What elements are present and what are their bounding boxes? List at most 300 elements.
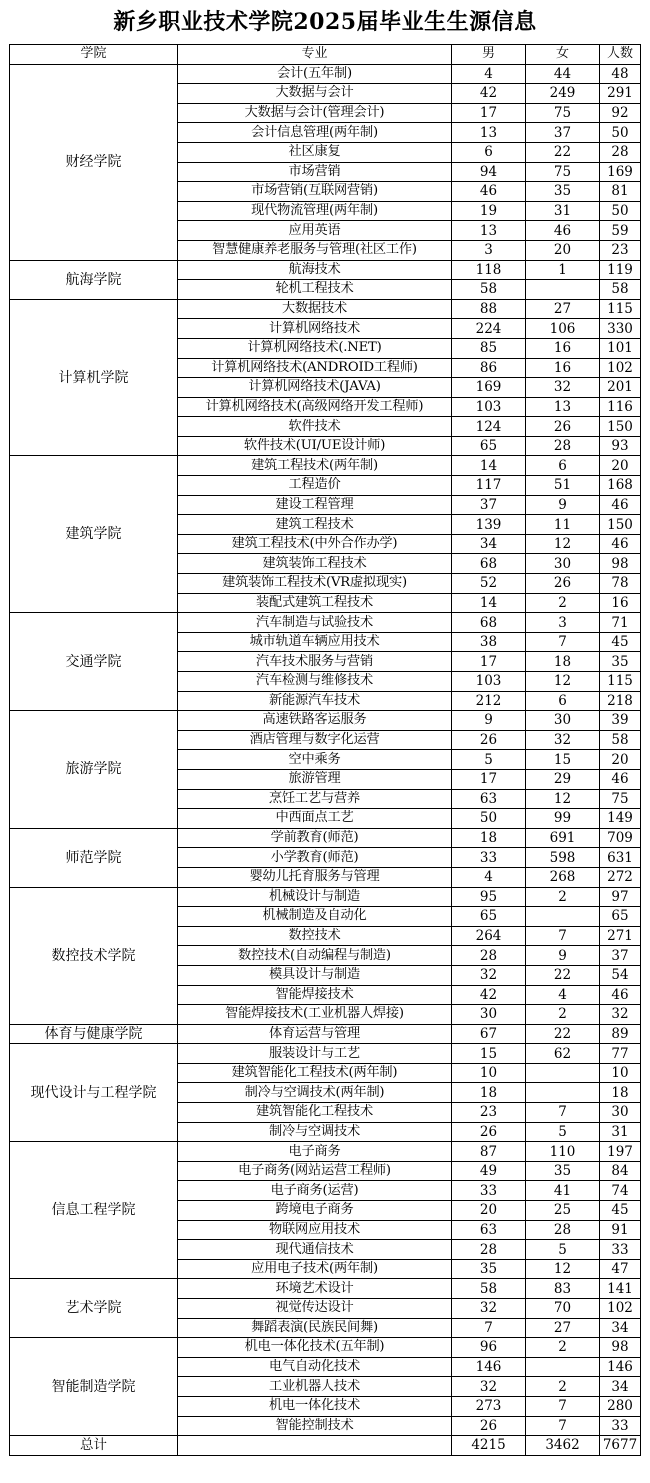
female-count: 2 (526, 1005, 600, 1025)
female-count: 99 (526, 809, 600, 829)
college-name: 信息工程学院 (10, 1142, 178, 1279)
major-name: 电子商务 (178, 1142, 452, 1162)
male-count: 3 (452, 240, 526, 260)
college-name: 艺术学院 (10, 1279, 178, 1338)
total-count: 92 (600, 103, 641, 123)
female-count: 110 (526, 1142, 600, 1162)
female-count: 26 (526, 417, 600, 437)
female-count: 28 (526, 1220, 600, 1240)
major-name: 计算机网络技术 (178, 319, 452, 339)
major-name: 学前教育(师范) (178, 828, 452, 848)
female-count: 268 (526, 867, 600, 887)
major-name: 社区康复 (178, 142, 452, 162)
major-name: 建筑装饰工程技术(VR虚拟现实) (178, 574, 452, 594)
total-count: 31 (600, 1122, 641, 1142)
female-count: 3 (526, 613, 600, 633)
male-count: 14 (452, 456, 526, 476)
male-count: 49 (452, 1161, 526, 1181)
major-name: 大数据与会计(管理会计) (178, 103, 452, 123)
header-male: 男 (452, 45, 526, 65)
female-count: 15 (526, 750, 600, 770)
total-count: 34 (600, 1318, 641, 1338)
total-count: 59 (600, 221, 641, 241)
male-count: 273 (452, 1396, 526, 1416)
total-count: 54 (600, 965, 641, 985)
table-row (10, 1279, 641, 1299)
male-count: 94 (452, 162, 526, 182)
female-count: 9 (526, 946, 600, 966)
totals-row (10, 1436, 641, 1456)
college-name: 建筑学院 (10, 456, 178, 613)
female-count: 29 (526, 769, 600, 789)
male-count: 7 (452, 1318, 526, 1338)
female-count: 32 (526, 378, 600, 398)
major-name: 建筑装饰工程技术 (178, 554, 452, 574)
major-name: 物联网应用技术 (178, 1220, 452, 1240)
major-name: 计算机网络技术(ANDROID工程师) (178, 358, 452, 378)
total-count: 50 (600, 201, 641, 221)
male-count: 30 (452, 1005, 526, 1025)
male-count: 117 (452, 476, 526, 496)
male-count: 96 (452, 1338, 526, 1358)
major-name: 电气自动化技术 (178, 1357, 452, 1377)
total-count: 631 (600, 848, 641, 868)
total-count: 45 (600, 632, 641, 652)
major-name: 大数据技术 (178, 299, 452, 319)
major-name: 跨境电子商务 (178, 1201, 452, 1221)
major-name: 市场营销(互联网营销) (178, 182, 452, 202)
college-name: 计算机学院 (10, 299, 178, 456)
total-count: 58 (600, 280, 641, 300)
major-name: 智能焊接技术(工业机器人焊接) (178, 1005, 452, 1025)
college-name: 师范学院 (10, 828, 178, 887)
male-count: 68 (452, 554, 526, 574)
total-count: 34 (600, 1377, 641, 1397)
male-count: 35 (452, 1259, 526, 1279)
college-name: 现代设计与工程学院 (10, 1044, 178, 1142)
major-name: 软件技术 (178, 417, 452, 437)
male-count: 32 (452, 1377, 526, 1397)
major-name: 舞蹈表演(民族民间舞) (178, 1318, 452, 1338)
female-count: 598 (526, 848, 600, 868)
college-name: 体育与健康学院 (10, 1024, 178, 1044)
table-row (10, 887, 641, 907)
total-count: 77 (600, 1044, 641, 1064)
total-count: 20 (600, 456, 641, 476)
total-count: 168 (600, 476, 641, 496)
female-count: 6 (526, 456, 600, 476)
male-count: 67 (452, 1024, 526, 1044)
male-count: 5 (452, 750, 526, 770)
female-count: 75 (526, 162, 600, 182)
male-count: 23 (452, 1103, 526, 1123)
major-name: 电子商务(运营) (178, 1181, 452, 1201)
male-count: 65 (452, 907, 526, 927)
male-count: 37 (452, 495, 526, 515)
female-count: 30 (526, 711, 600, 731)
total-count: 709 (600, 828, 641, 848)
female-count: 28 (526, 436, 600, 456)
total-count: 50 (600, 123, 641, 143)
major-name: 新能源汽车技术 (178, 691, 452, 711)
table-row (10, 828, 641, 848)
total-count: 280 (600, 1396, 641, 1416)
total-count: 46 (600, 534, 641, 554)
female-count: 35 (526, 182, 600, 202)
major-name: 大数据与会计 (178, 84, 452, 104)
major-name: 智能焊接技术 (178, 985, 452, 1005)
total-count: 23 (600, 240, 641, 260)
total-count: 46 (600, 769, 641, 789)
total-count: 20 (600, 750, 641, 770)
total-count: 32 (600, 1005, 641, 1025)
major-name: 烹饪工艺与营养 (178, 789, 452, 809)
male-count: 17 (452, 652, 526, 672)
female-count: 31 (526, 201, 600, 221)
totals-major-empty (178, 1436, 452, 1456)
page-title: 新乡职业技术学院2025届毕业生生源信息 (113, 9, 537, 35)
female-count: 6 (526, 691, 600, 711)
major-name: 装配式建筑工程技术 (178, 593, 452, 613)
total-count: 16 (600, 593, 641, 613)
male-count: 26 (452, 1122, 526, 1142)
total-count: 71 (600, 613, 641, 633)
female-count: 16 (526, 358, 600, 378)
female-count (526, 1083, 600, 1103)
major-name: 软件技术(UI/UE设计师) (178, 436, 452, 456)
major-name: 建筑工程技术(两年制) (178, 456, 452, 476)
major-name: 建筑智能化工程技术(两年制) (178, 1063, 452, 1083)
college-name: 财经学院 (10, 64, 178, 260)
total-count: 272 (600, 867, 641, 887)
male-count: 68 (452, 613, 526, 633)
female-count: 2 (526, 1377, 600, 1397)
male-count: 4 (452, 867, 526, 887)
female-count: 44 (526, 64, 600, 84)
female-count: 249 (526, 84, 600, 104)
table-row (10, 1044, 641, 1064)
major-name: 电子商务(网站运营工程师) (178, 1161, 452, 1181)
male-count: 224 (452, 319, 526, 339)
male-count: 87 (452, 1142, 526, 1162)
female-count: 12 (526, 534, 600, 554)
male-count: 86 (452, 358, 526, 378)
male-count: 46 (452, 182, 526, 202)
major-name: 高速铁路客运服务 (178, 711, 452, 731)
total-count: 115 (600, 672, 641, 692)
total-count: 150 (600, 417, 641, 437)
table-row (10, 1338, 641, 1358)
total-count: 115 (600, 299, 641, 319)
table-row (10, 64, 641, 84)
college-name: 航海学院 (10, 260, 178, 299)
female-count: 5 (526, 1122, 600, 1142)
total-count: 46 (600, 495, 641, 515)
female-count: 18 (526, 652, 600, 672)
female-count: 70 (526, 1299, 600, 1319)
male-count: 13 (452, 123, 526, 143)
header-total: 人数 (600, 45, 641, 65)
female-count: 35 (526, 1161, 600, 1181)
male-count: 13 (452, 221, 526, 241)
male-count: 118 (452, 260, 526, 280)
female-count (526, 907, 600, 927)
table-row (10, 1142, 641, 1162)
total-count: 169 (600, 162, 641, 182)
female-count (526, 1063, 600, 1083)
female-count: 11 (526, 515, 600, 535)
female-count: 7 (526, 1396, 600, 1416)
major-name: 建筑智能化工程技术 (178, 1103, 452, 1123)
major-name: 市场营销 (178, 162, 452, 182)
male-count: 139 (452, 515, 526, 535)
major-name: 汽车检测与维修技术 (178, 672, 452, 692)
male-count: 103 (452, 672, 526, 692)
female-count: 22 (526, 142, 600, 162)
major-name: 应用英语 (178, 221, 452, 241)
major-name: 制冷与空调技术 (178, 1122, 452, 1142)
male-count: 34 (452, 534, 526, 554)
male-count: 169 (452, 378, 526, 398)
male-count: 50 (452, 809, 526, 829)
male-count: 14 (452, 593, 526, 613)
major-name: 应用电子技术(两年制) (178, 1259, 452, 1279)
major-name: 工业机器人技术 (178, 1377, 452, 1397)
total-count: 330 (600, 319, 641, 339)
male-count: 6 (452, 142, 526, 162)
total-count: 102 (600, 358, 641, 378)
female-count: 2 (526, 887, 600, 907)
total-count: 30 (600, 1103, 641, 1123)
female-count: 13 (526, 397, 600, 417)
table-row (10, 613, 641, 633)
total-count: 58 (600, 730, 641, 750)
total-count: 93 (600, 436, 641, 456)
major-name: 建筑工程技术 (178, 515, 452, 535)
header-row (10, 45, 641, 65)
female-count: 691 (526, 828, 600, 848)
major-name: 会计(五年制) (178, 64, 452, 84)
female-count: 51 (526, 476, 600, 496)
totals-label: 总计 (10, 1436, 178, 1456)
female-count (526, 1357, 600, 1377)
total-count: 84 (600, 1161, 641, 1181)
male-count: 33 (452, 848, 526, 868)
male-count: 19 (452, 201, 526, 221)
male-count: 146 (452, 1357, 526, 1377)
male-count: 103 (452, 397, 526, 417)
male-count: 63 (452, 1220, 526, 1240)
male-count: 85 (452, 338, 526, 358)
female-count: 7 (526, 1416, 600, 1436)
major-name: 现代通信技术 (178, 1240, 452, 1260)
major-name: 计算机网络技术(高级网络开发工程师) (178, 397, 452, 417)
female-count: 7 (526, 1103, 600, 1123)
major-name: 中西面点工艺 (178, 809, 452, 829)
female-count: 9 (526, 495, 600, 515)
major-name: 视觉传达设计 (178, 1299, 452, 1319)
table-row (10, 711, 641, 731)
male-count: 20 (452, 1201, 526, 1221)
male-count: 38 (452, 632, 526, 652)
major-name: 小学教育(师范) (178, 848, 452, 868)
total-count: 146 (600, 1357, 641, 1377)
major-name: 机械制造及自动化 (178, 907, 452, 927)
male-count: 28 (452, 1240, 526, 1260)
total-count: 116 (600, 397, 641, 417)
female-count: 22 (526, 965, 600, 985)
total-count: 98 (600, 554, 641, 574)
male-count: 28 (452, 946, 526, 966)
female-count: 30 (526, 554, 600, 574)
male-count: 33 (452, 1181, 526, 1201)
major-name: 现代物流管理(两年制) (178, 201, 452, 221)
table-row (10, 260, 641, 280)
major-name: 体育运营与管理 (178, 1024, 452, 1044)
total-count: 197 (600, 1142, 641, 1162)
header-major: 专业 (178, 45, 452, 65)
major-name: 智慧健康养老服务与管理(社区工作) (178, 240, 452, 260)
total-count: 28 (600, 142, 641, 162)
total-count: 91 (600, 1220, 641, 1240)
female-count: 26 (526, 574, 600, 594)
major-name: 会计信息管理(两年制) (178, 123, 452, 143)
male-count: 95 (452, 887, 526, 907)
total-count: 18 (600, 1083, 641, 1103)
female-count: 75 (526, 103, 600, 123)
total-count: 201 (600, 378, 641, 398)
major-name: 数控技术(自动编程与制造) (178, 946, 452, 966)
female-count: 41 (526, 1181, 600, 1201)
female-count: 16 (526, 338, 600, 358)
female-count: 2 (526, 593, 600, 613)
major-name: 制冷与空调技术(两年制) (178, 1083, 452, 1103)
major-name: 模具设计与制造 (178, 965, 452, 985)
male-count: 18 (452, 1083, 526, 1103)
totals-total: 7677 (600, 1436, 641, 1456)
male-count: 18 (452, 828, 526, 848)
male-count: 9 (452, 711, 526, 731)
table-row (10, 1024, 641, 1044)
female-count: 4 (526, 985, 600, 1005)
major-name: 建筑工程技术(中外合作办学) (178, 534, 452, 554)
total-count: 97 (600, 887, 641, 907)
male-count: 65 (452, 436, 526, 456)
major-name: 智能控制技术 (178, 1416, 452, 1436)
major-name: 旅游管理 (178, 769, 452, 789)
male-count: 264 (452, 926, 526, 946)
major-name: 工程造价 (178, 476, 452, 496)
male-count: 17 (452, 103, 526, 123)
total-count: 218 (600, 691, 641, 711)
female-count: 7 (526, 632, 600, 652)
major-name: 婴幼儿托育服务与管理 (178, 867, 452, 887)
male-count: 58 (452, 280, 526, 300)
female-count: 7 (526, 926, 600, 946)
total-count: 74 (600, 1181, 641, 1201)
major-name: 空中乘务 (178, 750, 452, 770)
male-count: 10 (452, 1063, 526, 1083)
female-count: 106 (526, 319, 600, 339)
major-name: 轮机工程技术 (178, 280, 452, 300)
male-count: 32 (452, 965, 526, 985)
female-count: 27 (526, 299, 600, 319)
female-count: 83 (526, 1279, 600, 1299)
college-name: 数控技术学院 (10, 887, 178, 1024)
totals-male: 4215 (452, 1436, 526, 1456)
male-count: 15 (452, 1044, 526, 1064)
major-name: 酒店管理与数字化运营 (178, 730, 452, 750)
total-count: 102 (600, 1299, 641, 1319)
header-female: 女 (526, 45, 600, 65)
major-name: 汽车制造与试验技术 (178, 613, 452, 633)
totals-female: 3462 (526, 1436, 600, 1456)
male-count: 52 (452, 574, 526, 594)
female-count: 62 (526, 1044, 600, 1064)
table-body (10, 64, 641, 1436)
female-count: 37 (526, 123, 600, 143)
major-name: 航海技术 (178, 260, 452, 280)
female-count: 22 (526, 1024, 600, 1044)
major-name: 机电一体化技术 (178, 1396, 452, 1416)
total-count: 37 (600, 946, 641, 966)
female-count: 32 (526, 730, 600, 750)
table-row (10, 299, 641, 319)
total-count: 101 (600, 338, 641, 358)
major-name: 机电一体化技术(五年制) (178, 1338, 452, 1358)
total-count: 39 (600, 711, 641, 731)
college-name: 智能制造学院 (10, 1338, 178, 1436)
total-count: 141 (600, 1279, 641, 1299)
female-count: 1 (526, 260, 600, 280)
total-count: 89 (600, 1024, 641, 1044)
total-count: 35 (600, 652, 641, 672)
major-name: 机械设计与制造 (178, 887, 452, 907)
male-count: 124 (452, 417, 526, 437)
table-row (10, 456, 641, 476)
major-name: 服装设计与工艺 (178, 1044, 452, 1064)
college-name: 旅游学院 (10, 711, 178, 829)
major-name: 环境艺术设计 (178, 1279, 452, 1299)
female-count: 27 (526, 1318, 600, 1338)
male-count: 42 (452, 985, 526, 1005)
major-name: 建设工程管理 (178, 495, 452, 515)
male-count: 63 (452, 789, 526, 809)
major-name: 数控技术 (178, 926, 452, 946)
female-count: 12 (526, 672, 600, 692)
male-count: 26 (452, 1416, 526, 1436)
total-count: 119 (600, 260, 641, 280)
total-count: 271 (600, 926, 641, 946)
male-count: 32 (452, 1299, 526, 1319)
total-count: 46 (600, 985, 641, 1005)
male-count: 42 (452, 84, 526, 104)
total-count: 291 (600, 84, 641, 104)
female-count: 5 (526, 1240, 600, 1260)
total-count: 45 (600, 1201, 641, 1221)
total-count: 98 (600, 1338, 641, 1358)
total-count: 75 (600, 789, 641, 809)
total-count: 47 (600, 1259, 641, 1279)
major-name: 计算机网络技术(JAVA) (178, 378, 452, 398)
female-count: 12 (526, 789, 600, 809)
male-count: 4 (452, 64, 526, 84)
female-count (526, 280, 600, 300)
female-count: 2 (526, 1338, 600, 1358)
total-count: 33 (600, 1416, 641, 1436)
male-count: 58 (452, 1279, 526, 1299)
female-count: 12 (526, 1259, 600, 1279)
